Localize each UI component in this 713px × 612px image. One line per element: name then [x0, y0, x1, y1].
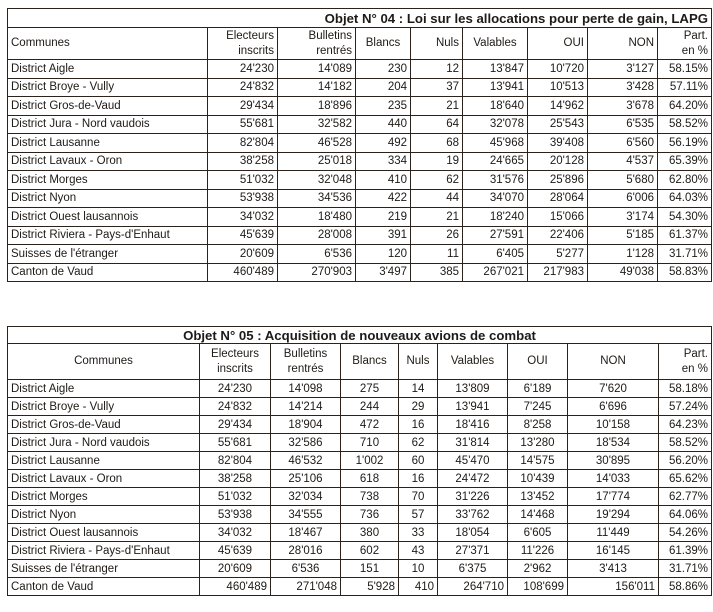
cell-valables: 13'847: [463, 60, 528, 79]
table-row: [8, 524, 712, 542]
cell-participation: 64.23%: [659, 416, 712, 434]
cell-non: 5'185: [588, 226, 658, 245]
cell-nuls: 37: [411, 78, 463, 97]
cell-valables: 27'591: [463, 226, 528, 245]
cell-blancs: 391: [356, 226, 411, 245]
cell-electeurs-inscrits: 45'639: [200, 542, 271, 560]
cell-participation: 62.80%: [658, 171, 712, 190]
cell-commune: District Nyon: [8, 506, 200, 524]
cell-blancs: 380: [341, 524, 399, 542]
cell-valables: 31'576: [463, 171, 528, 190]
cell-blancs: 334: [356, 152, 411, 171]
cell-participation: 62.77%: [659, 488, 712, 506]
cell-bulletins-rentres: 6'536: [278, 245, 356, 264]
cell-valables: 45'470: [438, 452, 508, 470]
cell-oui: 25'896: [528, 171, 588, 190]
cell-bulletins-rentres: 18'480: [278, 208, 356, 227]
cell-bulletins-rentres: 14'182: [278, 78, 356, 97]
header-communes: Communes: [8, 344, 200, 380]
cell-participation: 31.71%: [659, 560, 712, 578]
cell-commune: District Broye - Vully: [8, 398, 200, 416]
cell-oui: 10'439: [508, 470, 568, 488]
header-row: [8, 28, 712, 60]
header-participation: Part. en %: [659, 344, 712, 380]
cell-valables: 13'941: [438, 398, 508, 416]
cell-non: 3'127: [588, 60, 658, 79]
cell-blancs: 710: [341, 434, 399, 452]
table-title: Objet N° 04 : Loi sur les allocations pour perte de gain, LAPG: [8, 9, 712, 28]
header-communes: Communes: [8, 28, 208, 60]
cell-commune: Canton de Vaud: [8, 263, 208, 282]
cell-non: 49'038: [588, 263, 658, 282]
cell-valables: 18'240: [463, 208, 528, 227]
cell-non: 6'535: [588, 115, 658, 134]
cell-participation: 65.62%: [659, 470, 712, 488]
header-blancs: Blancs: [356, 28, 411, 60]
cell-electeurs-inscrits: 34'032: [208, 208, 278, 227]
cell-non: 17'774: [568, 488, 659, 506]
cell-electeurs-inscrits: 460'489: [200, 578, 271, 596]
cell-blancs: 275: [341, 380, 399, 398]
cell-commune: Suisses de l'étranger: [8, 245, 208, 264]
cell-bulletins-rentres: 46'528: [278, 134, 356, 153]
cell-commune: District Nyon: [8, 189, 208, 208]
cell-bulletins-rentres: 14'214: [271, 398, 341, 416]
cell-commune: District Gros-de-Vaud: [8, 97, 208, 116]
cell-participation: 56.19%: [658, 134, 712, 153]
cell-bulletins-rentres: 34'555: [271, 506, 341, 524]
table-row: [8, 226, 712, 245]
table-title-row: [8, 9, 712, 28]
table-row: [8, 488, 712, 506]
cell-blancs: 120: [356, 245, 411, 264]
cell-nuls: 68: [411, 134, 463, 153]
cell-electeurs-inscrits: 20'609: [208, 245, 278, 264]
cell-valables: 27'371: [438, 542, 508, 560]
header-oui: OUI: [508, 344, 568, 380]
cell-non: 11'449: [568, 524, 659, 542]
cell-electeurs-inscrits: 53'938: [200, 506, 271, 524]
cell-electeurs-inscrits: 24'230: [208, 60, 278, 79]
table-row: [8, 506, 712, 524]
cell-oui: 10'720: [528, 60, 588, 79]
cell-oui: 22'406: [528, 226, 588, 245]
cell-non: 6'006: [588, 189, 658, 208]
cell-electeurs-inscrits: 24'230: [200, 380, 271, 398]
table-row: [8, 189, 712, 208]
header-electeurs: Electeurs inscrits: [208, 28, 278, 60]
header-valables: Valables: [463, 28, 528, 60]
cell-commune: District Morges: [8, 171, 208, 190]
table-row: [8, 78, 712, 97]
header-valables: Valables: [438, 344, 508, 380]
cell-non: 10'158: [568, 416, 659, 434]
cell-nuls: 64: [411, 115, 463, 134]
cell-valables: 24'665: [463, 152, 528, 171]
cell-blancs: 440: [356, 115, 411, 134]
cell-non: 30'895: [568, 452, 659, 470]
cell-bulletins-rentres: 14'089: [278, 60, 356, 79]
cell-valables: 6'405: [463, 245, 528, 264]
cell-blancs: 492: [356, 134, 411, 153]
cell-bulletins-rentres: 32'586: [271, 434, 341, 452]
cell-non: 3'428: [588, 78, 658, 97]
cell-electeurs-inscrits: 53'938: [208, 189, 278, 208]
cell-blancs: 151: [341, 560, 399, 578]
cell-participation: 61.39%: [659, 542, 712, 560]
cell-participation: 58.52%: [658, 115, 712, 134]
cell-electeurs-inscrits: 29'434: [208, 97, 278, 116]
cell-bulletins-rentres: 34'536: [278, 189, 356, 208]
cell-oui: 6'189: [508, 380, 568, 398]
cell-electeurs-inscrits: 55'681: [200, 434, 271, 452]
table-row: [8, 434, 712, 452]
cell-nuls: 44: [411, 189, 463, 208]
cell-valables: 31'226: [438, 488, 508, 506]
cell-blancs: 219: [356, 208, 411, 227]
cell-oui: 28'064: [528, 189, 588, 208]
cell-non: 3'174: [588, 208, 658, 227]
cell-oui: 11'226: [508, 542, 568, 560]
cell-valables: 34'070: [463, 189, 528, 208]
cell-oui: 14'575: [508, 452, 568, 470]
cell-participation: 64.06%: [659, 506, 712, 524]
cell-electeurs-inscrits: 34'032: [200, 524, 271, 542]
cell-oui: 7'245: [508, 398, 568, 416]
cell-bulletins-rentres: 28'016: [271, 542, 341, 560]
cell-participation: 31.71%: [658, 245, 712, 264]
cell-non: 3'413: [568, 560, 659, 578]
cell-bulletins-rentres: 271'048: [271, 578, 341, 596]
cell-commune: Canton de Vaud: [8, 578, 200, 596]
cell-bulletins-rentres: 32'034: [271, 488, 341, 506]
cell-participation: 58.86%: [659, 578, 712, 596]
cell-nuls: 21: [411, 97, 463, 116]
cell-bulletins-rentres: 6'536: [271, 560, 341, 578]
cell-commune: District Lausanne: [8, 134, 208, 153]
cell-blancs: 5'928: [341, 578, 399, 596]
cell-nuls: 11: [411, 245, 463, 264]
cell-commune: District Ouest lausannois: [8, 524, 200, 542]
cell-electeurs-inscrits: 55'681: [208, 115, 278, 134]
table-row: [8, 152, 712, 171]
cell-participation: 57.24%: [659, 398, 712, 416]
total-row: [8, 263, 712, 282]
cell-bulletins-rentres: 25'106: [271, 470, 341, 488]
cell-non: 5'680: [588, 171, 658, 190]
cell-electeurs-inscrits: 24'832: [208, 78, 278, 97]
cell-nuls: 10: [399, 560, 438, 578]
header-non: NON: [568, 344, 659, 380]
cell-commune: District Gros-de-Vaud: [8, 416, 200, 434]
cell-non: 18'534: [568, 434, 659, 452]
cell-valables: 13'941: [463, 78, 528, 97]
cell-oui: 13'280: [508, 434, 568, 452]
cell-valables: 45'968: [463, 134, 528, 153]
results-table-objet-05: [7, 326, 712, 596]
cell-bulletins-rentres: 18'904: [271, 416, 341, 434]
cell-participation: 58.15%: [658, 60, 712, 79]
cell-blancs: 204: [356, 78, 411, 97]
cell-blancs: 736: [341, 506, 399, 524]
cell-valables: 6'375: [438, 560, 508, 578]
cell-blancs: 230: [356, 60, 411, 79]
header-oui: OUI: [528, 28, 588, 60]
cell-nuls: 19: [411, 152, 463, 171]
table-title: Objet N° 05 : Acquisition de nouveaux avions de combat: [8, 327, 712, 344]
table-row: [8, 452, 712, 470]
header-participation: Part. en %: [658, 28, 712, 60]
cell-nuls: 57: [399, 506, 438, 524]
table-row: [8, 97, 712, 116]
cell-participation: 61.37%: [658, 226, 712, 245]
cell-blancs: 1'002: [341, 452, 399, 470]
cell-blancs: 738: [341, 488, 399, 506]
cell-participation: 64.03%: [658, 189, 712, 208]
table-row: [8, 245, 712, 264]
header-nuls: Nuls: [411, 28, 463, 60]
cell-oui: 39'408: [528, 134, 588, 153]
cell-participation: 56.20%: [659, 452, 712, 470]
cell-blancs: 422: [356, 189, 411, 208]
cell-nuls: 62: [399, 434, 438, 452]
cell-nuls: 14: [399, 380, 438, 398]
cell-non: 14'033: [568, 470, 659, 488]
cell-nuls: 26: [411, 226, 463, 245]
cell-bulletins-rentres: 32'048: [278, 171, 356, 190]
cell-non: 1'128: [588, 245, 658, 264]
cell-bulletins-rentres: 32'582: [278, 115, 356, 134]
cell-oui: 5'277: [528, 245, 588, 264]
cell-bulletins-rentres: 270'903: [278, 263, 356, 282]
cell-commune: District Jura - Nord vaudois: [8, 115, 208, 134]
cell-nuls: 70: [399, 488, 438, 506]
results-table-objet-04: [7, 8, 712, 282]
cell-participation: 54.30%: [658, 208, 712, 227]
cell-valables: 18'054: [438, 524, 508, 542]
cell-bulletins-rentres: 18'896: [278, 97, 356, 116]
cell-non: 3'678: [588, 97, 658, 116]
cell-blancs: 618: [341, 470, 399, 488]
cell-participation: 58.18%: [659, 380, 712, 398]
cell-commune: District Lavaux - Oron: [8, 152, 208, 171]
table-row: [8, 470, 712, 488]
cell-bulletins-rentres: 25'018: [278, 152, 356, 171]
cell-blancs: 410: [356, 171, 411, 190]
cell-bulletins-rentres: 28'008: [278, 226, 356, 245]
cell-valables: 18'640: [463, 97, 528, 116]
cell-electeurs-inscrits: 82'804: [200, 452, 271, 470]
cell-electeurs-inscrits: 51'032: [200, 488, 271, 506]
cell-non: 19'294: [568, 506, 659, 524]
cell-nuls: 29: [399, 398, 438, 416]
table-row: [8, 542, 712, 560]
cell-commune: District Riviera - Pays-d'Enhaut: [8, 226, 208, 245]
cell-nuls: 12: [411, 60, 463, 79]
cell-participation: 58.52%: [659, 434, 712, 452]
header-non: NON: [588, 28, 658, 60]
cell-valables: 264'710: [438, 578, 508, 596]
cell-blancs: 244: [341, 398, 399, 416]
cell-valables: 18'416: [438, 416, 508, 434]
cell-nuls: 43: [399, 542, 438, 560]
cell-oui: 14'962: [528, 97, 588, 116]
cell-non: 4'537: [588, 152, 658, 171]
header-electeurs: Electeurs inscrits: [200, 344, 271, 380]
cell-nuls: 410: [399, 578, 438, 596]
header-nuls: Nuls: [399, 344, 438, 380]
cell-valables: 32'078: [463, 115, 528, 134]
cell-participation: 54.26%: [659, 524, 712, 542]
cell-non: 156'011: [568, 578, 659, 596]
cell-electeurs-inscrits: 38'258: [200, 470, 271, 488]
cell-electeurs-inscrits: 38'258: [208, 152, 278, 171]
table-row: [8, 560, 712, 578]
cell-oui: 20'128: [528, 152, 588, 171]
table-row: [8, 416, 712, 434]
cell-nuls: 62: [411, 171, 463, 190]
cell-commune: District Morges: [8, 488, 200, 506]
header-blancs: Blancs: [341, 344, 399, 380]
cell-electeurs-inscrits: 20'609: [200, 560, 271, 578]
cell-oui: 217'983: [528, 263, 588, 282]
cell-oui: 14'468: [508, 506, 568, 524]
cell-commune: District Riviera - Pays-d'Enhaut: [8, 542, 200, 560]
cell-oui: 13'452: [508, 488, 568, 506]
table-row: [8, 380, 712, 398]
cell-nuls: 16: [399, 416, 438, 434]
cell-oui: 2'962: [508, 560, 568, 578]
cell-blancs: 3'497: [356, 263, 411, 282]
cell-nuls: 385: [411, 263, 463, 282]
cell-blancs: 472: [341, 416, 399, 434]
cell-nuls: 16: [399, 470, 438, 488]
cell-electeurs-inscrits: 460'489: [208, 263, 278, 282]
cell-oui: 15'066: [528, 208, 588, 227]
cell-oui: 10'513: [528, 78, 588, 97]
cell-non: 6'560: [588, 134, 658, 153]
table-row: [8, 134, 712, 153]
cell-commune: District Broye - Vully: [8, 78, 208, 97]
cell-commune: Suisses de l'étranger: [8, 560, 200, 578]
cell-participation: 64.20%: [658, 97, 712, 116]
cell-non: 16'145: [568, 542, 659, 560]
cell-participation: 65.39%: [658, 152, 712, 171]
cell-valables: 31'814: [438, 434, 508, 452]
cell-valables: 24'472: [438, 470, 508, 488]
cell-blancs: 235: [356, 97, 411, 116]
cell-commune: District Jura - Nord vaudois: [8, 434, 200, 452]
cell-electeurs-inscrits: 29'434: [200, 416, 271, 434]
table-row: [8, 398, 712, 416]
cell-electeurs-inscrits: 82'804: [208, 134, 278, 153]
cell-bulletins-rentres: 18'467: [271, 524, 341, 542]
cell-electeurs-inscrits: 45'639: [208, 226, 278, 245]
cell-nuls: 60: [399, 452, 438, 470]
cell-oui: 8'258: [508, 416, 568, 434]
cell-commune: District Lausanne: [8, 452, 200, 470]
cell-oui: 6'605: [508, 524, 568, 542]
table-row: [8, 115, 712, 134]
cell-bulletins-rentres: 14'098: [271, 380, 341, 398]
table-title-row: [8, 327, 712, 344]
cell-electeurs-inscrits: 24'832: [200, 398, 271, 416]
table-row: [8, 171, 712, 190]
cell-non: 7'620: [568, 380, 659, 398]
cell-oui: 25'543: [528, 115, 588, 134]
cell-blancs: 602: [341, 542, 399, 560]
header-row: [8, 344, 712, 380]
cell-valables: 33'762: [438, 506, 508, 524]
cell-nuls: 33: [399, 524, 438, 542]
cell-commune: District Ouest lausannois: [8, 208, 208, 227]
cell-oui: 108'699: [508, 578, 568, 596]
cell-bulletins-rentres: 46'532: [271, 452, 341, 470]
cell-commune: District Aigle: [8, 380, 200, 398]
cell-participation: 58.83%: [658, 263, 712, 282]
header-bulletins: Bulletins rentrés: [271, 344, 341, 380]
header-bulletins: Bulletins rentrés: [278, 28, 356, 60]
cell-participation: 57.11%: [658, 78, 712, 97]
table-row: [8, 60, 712, 79]
total-row: [8, 578, 712, 596]
cell-electeurs-inscrits: 51'032: [208, 171, 278, 190]
cell-valables: 267'021: [463, 263, 528, 282]
table-row: [8, 208, 712, 227]
cell-nuls: 21: [411, 208, 463, 227]
cell-commune: District Lavaux - Oron: [8, 470, 200, 488]
cell-commune: District Aigle: [8, 60, 208, 79]
cell-non: 6'696: [568, 398, 659, 416]
cell-valables: 13'809: [438, 380, 508, 398]
